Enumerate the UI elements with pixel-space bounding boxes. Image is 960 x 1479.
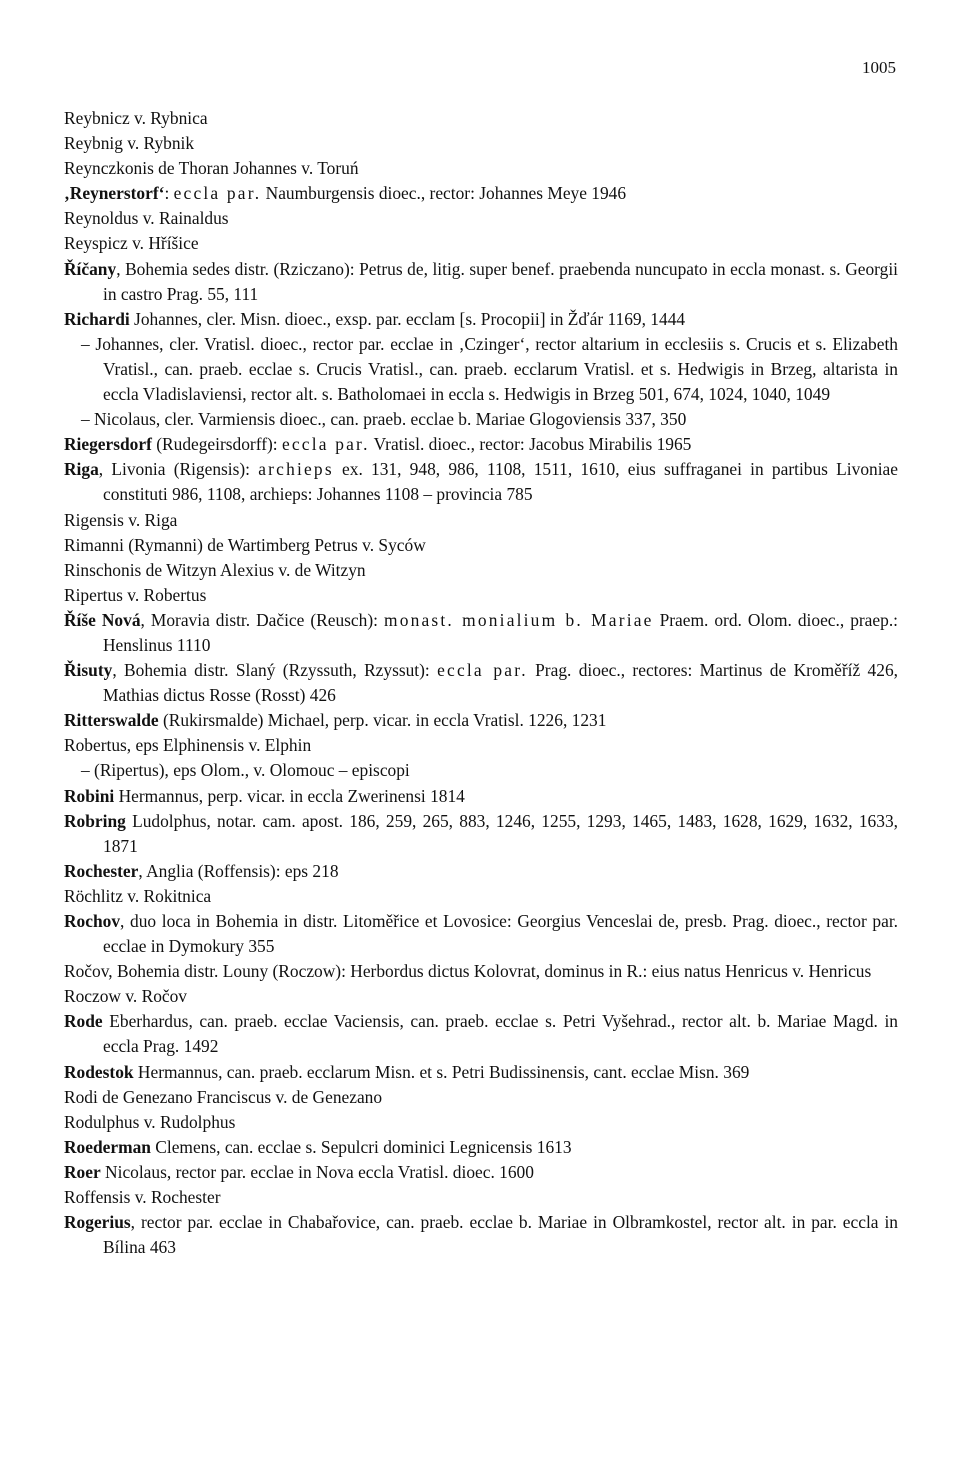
entry-text: Praem. ord. Olom. dioec., praep.: Henslinus 1110	[103, 609, 898, 655]
index-entry	[64, 658, 898, 708]
entry-text: Hermannus, perp. vicar. in eccla Zwerinensi 1814	[114, 785, 465, 806]
index-entry	[64, 884, 898, 909]
entry-text: Ludolphus, notar. cam. apost. 186, 259, 265, 883, 1246, 1255, 1293, 1465, 1483, 1628, 1629, 1632, 1633, 1871	[103, 810, 898, 856]
entry-text: Roffensis v. Rochester	[64, 1187, 221, 1208]
entry-text: Naumburgensis dioec., rector: Johannes Meye 1946	[261, 183, 627, 204]
entry-headword: Rogerius	[64, 1212, 131, 1233]
entry-text: , Bohemia distr. Slaný (Rzyssuth, Rzyssut):	[112, 660, 438, 681]
index-entry	[64, 106, 898, 131]
entry-headword: Ritterswalde	[64, 710, 159, 731]
entry-text: Rinschonis de Witzyn Alexius v. de Witzyn	[64, 559, 366, 580]
index-entry	[64, 131, 898, 156]
entry-text: Robertus, eps Elphinensis v. Elphin	[64, 735, 312, 756]
index-entry	[64, 206, 898, 231]
index-entry	[64, 1135, 898, 1160]
entry-text: , Anglia (Roffensis): eps 218	[138, 860, 339, 881]
index-entry	[64, 984, 898, 1009]
entry-headword: Rochov	[64, 911, 121, 931]
entry-text: Rodi de Genezano Franciscus v. de Genezano	[64, 1086, 383, 1107]
entry-headword: Riga	[64, 459, 99, 480]
index-entry	[64, 1185, 898, 1210]
index-entry	[64, 959, 898, 984]
entry-text: Clemens, can. ecclae s. Sepulcri dominici Legnicensis 1613	[150, 1136, 572, 1157]
index-entry	[64, 257, 898, 307]
entry-text: – Johannes, cler. Vratisl. dioec., rector par. ecclae in ‚Czinger‘, rector altarium in ecclesiis s. Crucis et s. Elizabeth Vratisl., can. praeb. ecclae s. Crucis Vratisl., can. praeb. ecclarum Vratisl. et s. Hedwigis in Brzeg, altarista in eccla Vladislaviensi, rector alt. s. Batholomaei in eccla s. Hedwigis in Brzeg 501, 674, 1024, 1040, 1049	[81, 333, 898, 405]
entry-headword: Řisuty	[64, 660, 113, 681]
entry-text: Eberhardus, can. praeb. ecclae Vaciensis, can. praeb. ecclae s. Petri Vyšehrad., rector alt. b. Mariae Magd. in eccla Prag. 1492	[102, 1011, 898, 1057]
entry-text: Reybnig v. Rybnik	[64, 133, 195, 154]
entry-headword: ‚Reynerstorf‘	[64, 183, 165, 204]
entry-headword: Robring	[64, 810, 126, 831]
index-entry	[64, 1160, 898, 1185]
index-entry	[64, 1210, 898, 1260]
entry-text: Vratisl. dioec., rector: Jacobus Mirabilis 1965	[369, 434, 692, 455]
entry-text: Ročov, Bohemia distr. Louny (Roczow): Herbordus dictus Kolovrat, dominus in R.: eius natus Henricus v. Henricus	[64, 961, 872, 982]
entry-text: Reynoldus v. Rainaldus	[64, 208, 229, 229]
entry-headword: Rochester	[64, 860, 139, 881]
entry-headword: Robini	[64, 785, 115, 806]
index-entry	[64, 156, 898, 181]
index-entry	[64, 1110, 898, 1135]
index-subentry	[64, 407, 898, 432]
entry-text: Hermannus, can. praeb. ecclarum Misn. et s. Petri Budissinensis, cant. ecclae Misn. 369	[133, 1061, 750, 1082]
index-entry	[64, 1060, 898, 1085]
index-entry	[64, 909, 898, 959]
entry-spaced-term: eccla par.	[437, 660, 528, 681]
entry-spaced-term: eccla par.	[173, 183, 262, 204]
entry-text: ex. 131, 948, 986, 1108, 1511, 1610, eius suffraganei in partibus Livoniae constituti 986, 1108, archieps: Johannes 1108 – provincia 785	[103, 459, 898, 505]
index-entry	[64, 733, 898, 758]
entry-headword: Riegersdorf	[64, 434, 152, 455]
entry-text: Rimanni (Rymanni) de Wartimberg Petrus v. Syców	[64, 534, 426, 555]
entry-text: , rector par. ecclae in Chabařovice, can. praeb. ecclae b. Mariae in Olbramkostel, rector alt. in par. eccla in Bílina 463	[103, 1212, 898, 1258]
index-entry	[64, 859, 898, 884]
entry-text: Reynczkonis de Thoran Johannes v. Toruń	[64, 158, 359, 179]
index-entry	[64, 558, 898, 583]
entry-headword: Roer	[64, 1161, 101, 1182]
entry-text: , duo loca in Bohemia in distr. Litoměřice et Lovosice: Georgius Venceslai de, presb. Prag. dioec., rector par. ecclae in Dymokury 355	[103, 911, 898, 957]
entry-text: Röchlitz v. Rokitnica	[64, 885, 212, 906]
index-subentry	[64, 758, 898, 783]
entry-headword: Rode	[64, 1011, 103, 1032]
entry-headword: Rodestok	[64, 1061, 134, 1082]
entry-headword: Richardi	[64, 308, 130, 329]
entry-text: Rodulphus v. Rudolphus	[64, 1111, 236, 1132]
index-entry	[64, 809, 898, 859]
index-entry	[64, 708, 898, 733]
index-entry	[64, 784, 898, 809]
entry-text: Johannes, cler. Misn. dioec., exsp. par. ecclam [s. Procopii] in Žďár 1169, 1444	[129, 308, 686, 329]
page-number: 1005	[862, 58, 896, 77]
entry-text: :	[164, 183, 174, 204]
entry-headword: Říčany	[64, 258, 117, 279]
index-entry	[64, 583, 898, 608]
index-entry	[64, 1009, 898, 1059]
index-entry	[64, 181, 898, 206]
index-subentry	[64, 332, 898, 407]
entry-spaced-term: eccla par.	[281, 434, 370, 455]
index-entry	[64, 231, 898, 256]
index-entry	[64, 1085, 898, 1110]
entry-spaced-term: archieps	[258, 459, 334, 480]
entry-text: , Livonia (Rigensis):	[98, 459, 259, 480]
entry-text: , Moravia distr. Dačice (Reusch):	[140, 609, 384, 630]
entry-text: Reyspicz v. Hříšice	[64, 233, 199, 254]
entry-text: Roczow v. Ročov	[64, 986, 187, 1007]
entry-text: (Rudegeirsdorff):	[151, 434, 282, 455]
entry-text: – Nicolaus, cler. Varmiensis dioec., can. praeb. ecclae b. Mariae Glogoviensis 337, 350	[81, 409, 687, 430]
index-entry	[64, 533, 898, 558]
entry-text: Prag. dioec., rectores: Martinus de Kroměříž 426, Mathias dictus Rosse (Rosst) 426	[103, 660, 898, 706]
index-entry	[64, 508, 898, 533]
entry-text: Rigensis v. Riga	[64, 509, 178, 530]
entry-headword: Roederman	[64, 1136, 151, 1157]
entry-text: – (Ripertus), eps Olom., v. Olomouc – episcopi	[81, 760, 410, 781]
entry-spaced-term: monast. monialium b. Mariae	[383, 609, 654, 630]
index-entry	[64, 608, 898, 658]
entry-headword: Říše Nová	[64, 609, 141, 630]
entry-text: (Rukirsmalde) Michael, perp. vicar. in eccla Vratisl. 1226, 1231	[158, 710, 607, 731]
index-entry	[64, 457, 898, 507]
index-entry	[64, 432, 898, 457]
entry-text: Ripertus v. Robertus	[64, 584, 207, 605]
entry-text: Nicolaus, rector par. ecclae in Nova eccla Vratisl. dioec. 1600	[100, 1161, 534, 1182]
entry-text: , Bohemia sedes distr. (Rziczano): Petrus de, litig. super benef. praebenda nuncupato in eccla monast. s. Georgii in castro Prag. 55, 111	[103, 258, 898, 304]
entry-text: Reybnicz v. Rybnica	[64, 108, 208, 128]
index-entries	[64, 106, 898, 1260]
index-entry	[64, 307, 898, 332]
